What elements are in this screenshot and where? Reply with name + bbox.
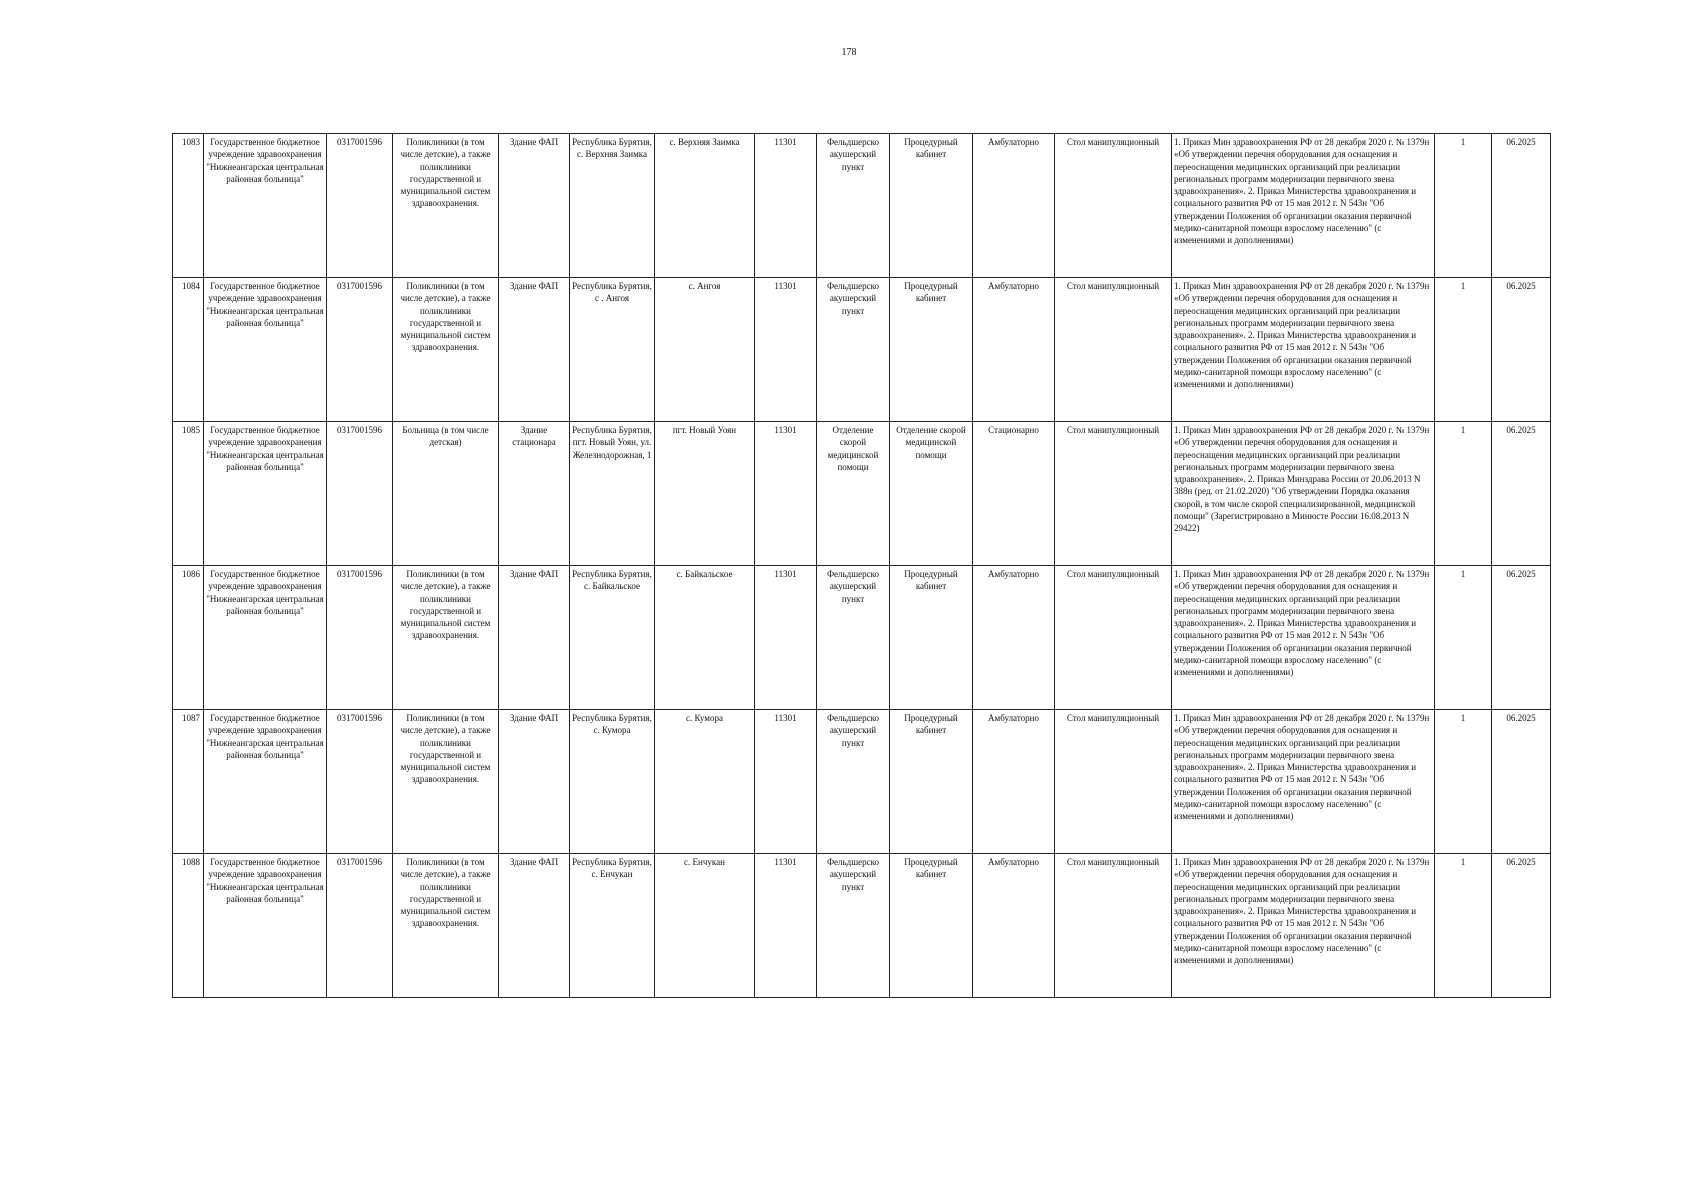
code-cell: 0317001596 [327,710,393,854]
room-cell: Процедурный кабинет [890,854,973,998]
care-mode-cell: Амбулаторно [973,710,1055,854]
oktmo-cell: 11301 [755,134,817,278]
care-mode-cell: Амбулаторно [973,854,1055,998]
unit-cell: Фельдшерско акушерский пункт [817,854,890,998]
address-cell: Республика Бурятия, с. Кумора [570,710,655,854]
equipment-cell: Стол манипуляционный [1055,134,1172,278]
facility-type-cell: Поликлиники (в том числе детские), а также поликлиники государственной и муниципальной систем здравоохранения. [393,278,499,422]
row-number: 1087 [173,710,204,854]
code-cell: 0317001596 [327,278,393,422]
oktmo-cell: 11301 [755,278,817,422]
locality-cell: с. Ангоя [655,278,755,422]
building-cell: Здание ФАП [499,710,570,854]
table-row [173,134,1551,278]
row-number: 1085 [173,422,204,566]
legal-basis-cell: 1. Приказ Мин здравоохранения РФ от 28 декабря 2020 г. № 1379н «Об утверждении перечня оборудования для оснащения и переоснащения медицинских организаций при реализации региональных программ модернизации первичного звена здравоохранения». 2. Приказ Министерства здравоохранения и социального развития РФ от 15 мая 2012 г. N 543н "Об утверждении Положения об организации оказания первичной медико-санитарной помощи взрослому населению" (с изменениями и дополнениями) [1172,134,1435,278]
legal-basis-cell: 1. Приказ Мин здравоохранения РФ от 28 декабря 2020 г. № 1379н «Об утверждении перечня оборудования для оснащения и переоснащения медицинских организаций при реализации региональных программ модернизации первичного звена здравоохранения». 2. Приказ Министерства здравоохранения и социального развития РФ от 15 мая 2012 г. N 543н "Об утверждении Положения об организации оказания первичной медико-санитарной помощи взрослому населению" (с изменениями и дополнениями) [1172,854,1435,998]
address-cell: Республика Бурятия, с. Верхняя Заимка [570,134,655,278]
equipment-cell: Стол манипуляционный [1055,854,1172,998]
locality-cell: с. Верхняя Заимка [655,134,755,278]
organization-cell: Государственное бюджетное учреждение здравоохранения "Нижнеангарская центральная районная больница" [204,134,327,278]
table-row [173,278,1551,422]
locality-cell: с. Кумора [655,710,755,854]
building-cell: Здание ФАП [499,854,570,998]
care-mode-cell: Амбулаторно [973,278,1055,422]
room-cell: Процедурный кабинет [890,566,973,710]
locality-cell: с. Байкальское [655,566,755,710]
equipment-cell: Стол манипуляционный [1055,566,1172,710]
building-cell: Здание ФАП [499,566,570,710]
table-row [173,422,1551,566]
row-number: 1084 [173,278,204,422]
care-mode-cell: Амбулаторно [973,566,1055,710]
code-cell: 0317001596 [327,854,393,998]
oktmo-cell: 11301 [755,566,817,710]
oktmo-cell: 11301 [755,422,817,566]
facility-type-cell: Поликлиники (в том числе детские), а также поликлиники государственной и муниципальной систем здравоохранения. [393,566,499,710]
organization-cell: Государственное бюджетное учреждение здравоохранения "Нижнеангарская центральная районная больница" [204,422,327,566]
legal-basis-cell: 1. Приказ Мин здравоохранения РФ от 28 декабря 2020 г. № 1379н «Об утверждении перечня оборудования для оснащения и переоснащения медицинских организаций при реализации региональных программ модернизации первичного звена здравоохранения». 2. Приказ Министерства здравоохранения и социального развития РФ от 15 мая 2012 г. N 543н "Об утверждении Положения об организации оказания первичной медико-санитарной помощи взрослому населению" (с изменениями и дополнениями) [1172,566,1435,710]
quantity-cell: 1 [1435,278,1492,422]
room-cell: Отделение скорой медицинской помощи [890,422,973,566]
date-cell: 06.2025 [1492,278,1551,422]
unit-cell: Фельдшерско акушерский пункт [817,278,890,422]
room-cell: Процедурный кабинет [890,278,973,422]
unit-cell: Фельдшерско акушерский пункт [817,566,890,710]
facility-type-cell: Поликлиники (в том числе детские), а также поликлиники государственной и муниципальной систем здравоохранения. [393,854,499,998]
row-number: 1088 [173,854,204,998]
oktmo-cell: 11301 [755,710,817,854]
room-cell: Процедурный кабинет [890,710,973,854]
quantity-cell: 1 [1435,134,1492,278]
date-cell: 06.2025 [1492,134,1551,278]
building-cell: Здание ФАП [499,278,570,422]
table-row [173,566,1551,710]
row-number: 1083 [173,134,204,278]
organization-cell: Государственное бюджетное учреждение здравоохранения "Нижнеангарская центральная районная больница" [204,566,327,710]
building-cell: Здание стационара [499,422,570,566]
organization-cell: Государственное бюджетное учреждение здравоохранения "Нижнеангарская центральная районная больница" [204,854,327,998]
care-mode-cell: Амбулаторно [973,134,1055,278]
equipment-cell: Стол манипуляционный [1055,710,1172,854]
organization-cell: Государственное бюджетное учреждение здравоохранения "Нижнеангарская центральная районная больница" [204,278,327,422]
date-cell: 06.2025 [1492,566,1551,710]
legal-basis-cell: 1. Приказ Мин здравоохранения РФ от 28 декабря 2020 г. № 1379н «Об утверждении перечня оборудования для оснащения и переоснащения медицинских организаций при реализации региональных программ модернизации первичного звена здравоохранения». 2. Приказ Министерства здравоохранения и социального развития РФ от 15 мая 2012 г. N 543н "Об утверждении Положения об организации оказания первичной медико-санитарной помощи взрослому населению" (с изменениями и дополнениями) [1172,710,1435,854]
oktmo-cell: 11301 [755,854,817,998]
facility-type-cell: Больница (в том числе детская) [393,422,499,566]
code-cell: 0317001596 [327,422,393,566]
unit-cell: Отделение скорой медицинской помощи [817,422,890,566]
date-cell: 06.2025 [1492,854,1551,998]
legal-basis-cell: 1. Приказ Мин здравоохранения РФ от 28 декабря 2020 г. № 1379н «Об утверждении перечня оборудования для оснащения и переоснащения медицинских организаций при реализации региональных программ модернизации первичного звена здравоохранения». 2. Приказ Министерства здравоохранения и социального развития РФ от 15 мая 2012 г. N 543н "Об утверждении Положения об организации оказания первичной медико-санитарной помощи взрослому населению" (с изменениями и дополнениями) [1172,278,1435,422]
organization-cell: Государственное бюджетное учреждение здравоохранения "Нижнеангарская центральная районная больница" [204,710,327,854]
room-cell: Процедурный кабинет [890,134,973,278]
equipment-cell: Стол манипуляционный [1055,422,1172,566]
quantity-cell: 1 [1435,854,1492,998]
address-cell: Республика Бурятия, с. Енчукан [570,854,655,998]
row-number: 1086 [173,566,204,710]
code-cell: 0317001596 [327,566,393,710]
unit-cell: Фельдшерско акушерский пункт [817,710,890,854]
date-cell: 06.2025 [1492,710,1551,854]
locality-cell: с. Енчукан [655,854,755,998]
address-cell: Республика Бурятия, с. Байкальское [570,566,655,710]
table-row [173,710,1551,854]
address-cell: Республика Бурятия, с . Ангоя [570,278,655,422]
equipment-cell: Стол манипуляционный [1055,278,1172,422]
address-cell: Республика Бурятия, пгт. Новый Уоян, ул. Железнодорожная, 1 [570,422,655,566]
unit-cell: Фельдшерско акушерский пункт [817,134,890,278]
equipment-table [172,133,1551,998]
quantity-cell: 1 [1435,710,1492,854]
date-cell: 06.2025 [1492,422,1551,566]
building-cell: Здание ФАП [499,134,570,278]
quantity-cell: 1 [1435,422,1492,566]
quantity-cell: 1 [1435,566,1492,710]
locality-cell: пгт. Новый Уоян [655,422,755,566]
page-number: 178 [841,47,857,58]
table-row [173,854,1551,998]
legal-basis-cell: 1. Приказ Мин здравоохранения РФ от 28 декабря 2020 г. № 1379н «Об утверждении перечня оборудования для оснащения и переоснащения медицинских организаций при реализации региональных программ модернизации первичного звена здравоохранения». 2. Приказ Минздрава России от 20.06.2013 N 388н (ред. от 21.02.2020) "Об утверждении Порядка оказания скорой, в том числе скорой специализированной, медицинской помощи" (Зарегистрировано в Минюсте России 16.08.2013 N 29422) [1172,422,1435,566]
facility-type-cell: Поликлиники (в том числе детские), а также поликлиники государственной и муниципальной систем здравоохранения. [393,134,499,278]
care-mode-cell: Стационарно [973,422,1055,566]
facility-type-cell: Поликлиники (в том числе детские), а также поликлиники государственной и муниципальной систем здравоохранения. [393,710,499,854]
code-cell: 0317001596 [327,134,393,278]
